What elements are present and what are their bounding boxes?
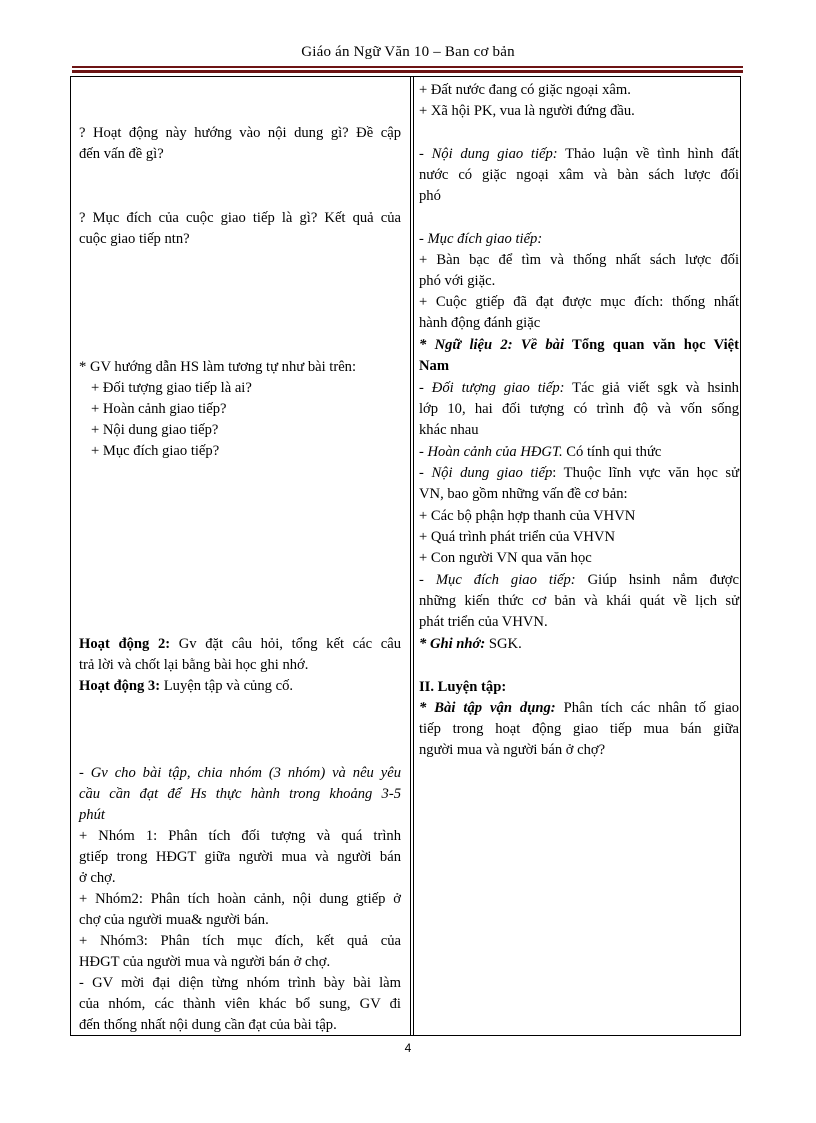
right-muc-dich-line: những kiến thức cơ bản và khái quát về lịch sử <box>419 593 739 609</box>
right-noi-dung-item: + Quá trình phát triển của VHVN <box>419 529 616 545</box>
left-guide-item: + Nội dung giao tiếp? <box>91 422 219 438</box>
muc-dich-text: Giúp hsinh nắm được <box>575 572 740 588</box>
right-content-line: phó <box>419 188 441 204</box>
right-doi-tuong-line: khác nhau <box>419 422 479 438</box>
left-group1-line: ở chợ. <box>79 870 116 886</box>
noi-dung-label: - Nội dung giao tiếp <box>419 465 553 481</box>
left-guide-item: + Đối tượng giao tiếp là ai? <box>91 380 252 396</box>
left-hd2-line <box>79 634 401 654</box>
right-bai-tap-line <box>419 698 739 718</box>
right-purpose-label: - Mục đích giao tiếp: <box>419 231 543 247</box>
right-purpose-item: hành động đánh giặc <box>419 315 541 331</box>
left-question-purpose-line: cuộc giao tiếp ntn? <box>79 231 190 247</box>
doi-tuong-label: - Đối tượng giao tiếp: <box>419 380 565 396</box>
lesson-table <box>70 76 741 1036</box>
page-number: 4 <box>404 1041 412 1055</box>
right-context-item: + Đất nước đang có giặc ngoại xâm. <box>419 82 631 98</box>
right-purpose-item: + Bàn bạc để tìm và thống nhất sách lược đối <box>419 252 739 268</box>
right-bai-tap-line: người mua và người bán ở chợ? <box>419 742 606 758</box>
hoan-canh-text: Có tính qui thức <box>562 444 662 460</box>
ghi-nho-text: SGK. <box>485 636 522 652</box>
right-noi-dung-line: VN, bao gồm những vấn đề cơ bản: <box>419 486 628 502</box>
left-hd3-line <box>79 676 401 696</box>
content-text: Thảo luận về tình hình đất <box>557 146 739 162</box>
left-group2-line: + Nhóm2: Phân tích hoàn cảnh, nội dung gtiếp ở <box>79 891 401 907</box>
left-gv-invite-line: đến thống nhất nội dung cần đạt của bài tập. <box>79 1017 337 1033</box>
header-rule-thick <box>72 70 743 73</box>
hd3-label: Hoạt động 3: <box>79 678 161 694</box>
noi-dung-text: : Thuộc lĩnh vực văn học sử <box>552 465 739 481</box>
hd2-text: Gv đặt câu hỏi, tổng kết các câu <box>170 636 402 652</box>
bai-tap-text: Phân tích các nhân tố giao <box>555 700 739 716</box>
page-header: Giáo án Ngữ Văn 10 – Ban cơ bản <box>301 44 515 60</box>
left-exercise-intro-line: cầu cần đạt để Hs thực hành trong khoảng 3-5 <box>79 786 401 802</box>
right-muc-dich-line <box>419 570 739 590</box>
right-muc-dich-line: phát triển của VHVN. <box>419 614 548 630</box>
left-guide-item: + Hoàn cảnh giao tiếp? <box>91 401 227 417</box>
hoan-canh-label: - Hoàn cảnh của HĐGT. <box>419 444 563 460</box>
left-question-content-line: đến vấn đề gì? <box>79 146 164 162</box>
right-ngu-lieu-line: Nam <box>419 358 449 374</box>
right-purpose-item: phó với giặc. <box>419 273 496 289</box>
right-content-line <box>419 144 739 164</box>
right-bai-tap-line: tiếp trong hoạt động giao tiếp mua bán giữa <box>419 721 739 737</box>
left-guide-item: + Mục đích giao tiếp? <box>91 443 220 459</box>
column-divider <box>410 77 411 1035</box>
right-noi-dung-item: + Con người VN qua văn học <box>419 550 592 566</box>
right-noi-dung-item: + Các bộ phận hợp thanh của VHVN <box>419 508 636 524</box>
right-content-line: nước có giặc ngoại xâm và bàn sách lược đối <box>419 167 739 183</box>
doi-tuong-text: Tác giả viết sgk và hsinh <box>564 380 739 396</box>
header-rule-thin <box>72 66 743 68</box>
hd2-label: Hoạt động 2: <box>79 636 171 652</box>
left-question-content-line: ? Hoạt động này hướng vào nội dung gì? Đề cập <box>79 125 401 141</box>
left-group3-line: HĐGT của người mua và người bán ở chợ. <box>79 954 331 970</box>
right-ghi-nho-line <box>419 634 739 654</box>
left-exercise-intro-line: - Gv cho bài tập, chia nhóm (3 nhóm) và nêu yêu <box>79 765 401 781</box>
left-gv-guide: * GV hướng dẫn HS làm tương tự như bài trên: <box>79 359 357 375</box>
left-group1-line: gtiếp trong HĐGT giữa người mua và người bán <box>79 849 401 865</box>
right-luyen-tap-heading: II. Luyện tập: <box>419 679 507 695</box>
right-context-item: + Xã hội PK, vua là người đứng đầu. <box>419 103 635 119</box>
muc-dich-label: - Mục đích giao tiếp: <box>419 572 576 588</box>
right-doi-tuong-line <box>419 378 739 398</box>
ghi-nho-label: * Ghi nhớ: <box>419 636 486 652</box>
left-exercise-intro-line: phút <box>79 807 105 823</box>
left-question-purpose-line: ? Mục đích của cuộc giao tiếp là gì? Kết quả của <box>79 210 401 226</box>
right-doi-tuong-line: lớp 10, hai đối tượng có trình độ và vốn sống <box>419 401 739 417</box>
left-group2-line: chợ của người mua& người bán. <box>79 912 269 928</box>
content-label: - Nội dung giao tiếp: <box>419 146 558 162</box>
right-hoan-canh-line <box>419 442 739 462</box>
bai-tap-label: * Bài tập vận dụng: <box>419 700 556 716</box>
right-noi-dung-line <box>419 463 739 483</box>
ngu-lieu-title: Tổng quan văn học Việt <box>564 337 740 353</box>
hd3-text: Luyện tập và củng cố. <box>160 678 294 694</box>
right-purpose-item: + Cuộc gtiếp đã đạt được mục đích: thống nhất <box>419 294 739 310</box>
left-group1-line: + Nhóm 1: Phân tích đối tượng và quá trình <box>79 828 401 844</box>
ngu-lieu-label: * Ngữ liệu 2: Về bài <box>419 337 565 353</box>
left-gv-invite-line: - GV mời đại diện từng nhóm trình bày bài làm <box>79 975 401 991</box>
left-group3-line: + Nhóm3: Phân tích mục đích, kết quả của <box>79 933 401 949</box>
left-gv-invite-line: của nhóm, các thành viên khác bổ sung, GV đi <box>79 996 401 1012</box>
column-divider-inner <box>413 77 414 1035</box>
right-ngu-lieu-line <box>419 335 739 355</box>
left-hd2-line: trả lời và chốt lại bằng bài học ghi nhớ. <box>79 657 309 673</box>
